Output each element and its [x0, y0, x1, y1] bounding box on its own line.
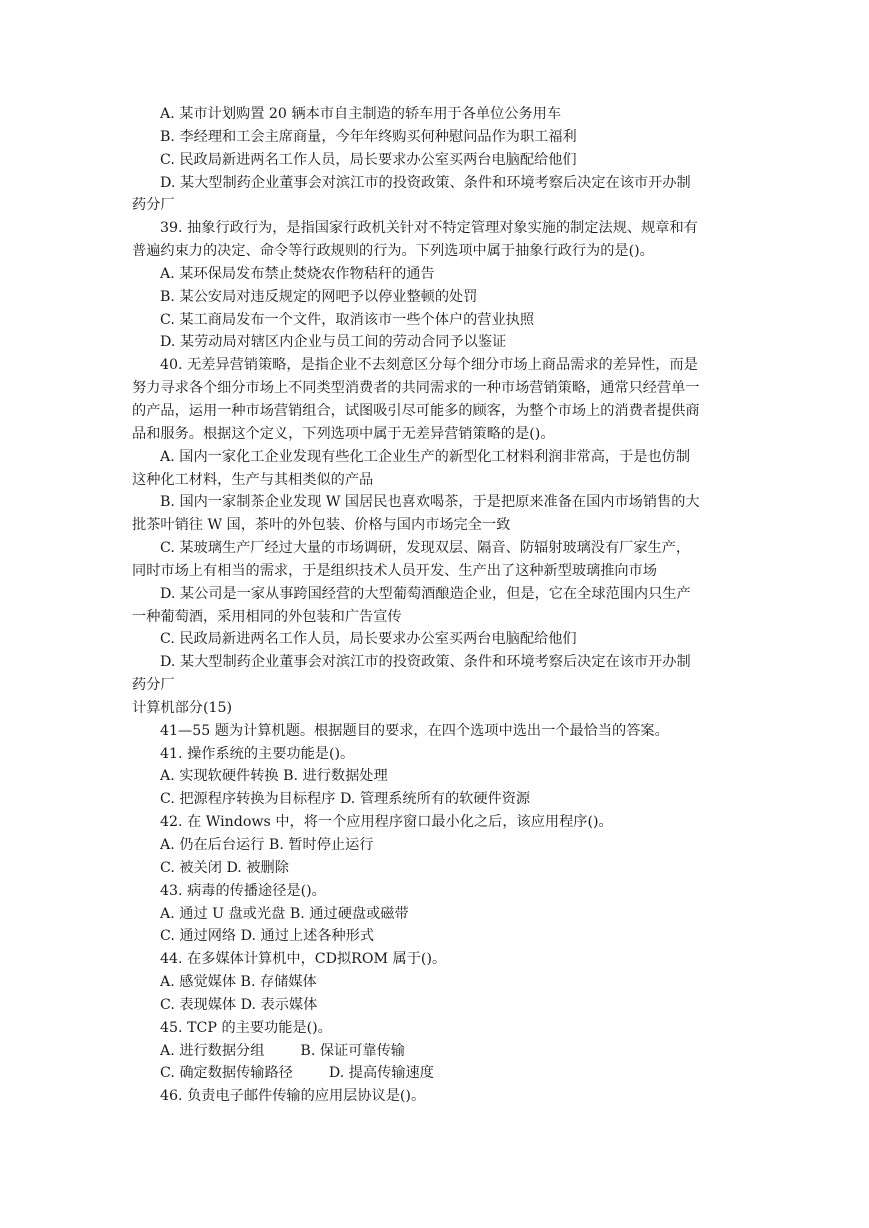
text-line: C. 被关闭 D. 被删除 [160, 859, 289, 876]
text-line: C. 通过网络 D. 通过上述各种形式 [160, 928, 375, 945]
text-line: 普遍约束力的决定、命令等行政规则的行为。下列选项中属于抽象行政行为的是()。 [132, 243, 654, 260]
question-43: 43. 病毒的传播途径是()。 [160, 882, 326, 899]
text-line: A. 感觉媒体 B. 存储媒体 [160, 974, 317, 991]
question-44: 44. 在多媒体计算机中，CD拟ROM 属于()。 [160, 951, 447, 968]
text-line: 这种化工材料，生产与其相类似的产品 [132, 471, 374, 488]
text-line: 的产品，运用一种市场营销组合，试图吸引尽可能多的顾客，为整个市场上的消费者提供商 [132, 402, 700, 419]
text-line: D. 某大型制药企业董事会对滨江市的投资政策、条件和环境考察后决定在该市开办制 [160, 174, 691, 191]
text-line: C. 某玻璃生产厂经过大量的市场调研，发现双层、隔音、防辐射玻璃没有厂家生产， [160, 540, 691, 557]
option-b: B. 保证可靠传输 [300, 1042, 405, 1059]
text-line: 一种葡萄酒，采用相同的外包装和广告宣传 [132, 608, 402, 625]
text-line: A. 通过 U 盘或光盘 B. 通过硬盘或磁带 [160, 905, 409, 922]
text-line: A. 某环保局发布禁止焚烧农作物秸秆的通告 [160, 265, 435, 282]
text-line: D. 某大型制药企业董事会对滨江市的投资政策、条件和环境考察后决定在该市开办制 [160, 654, 691, 671]
question-41: 41. 操作系统的主要功能是()。 [160, 745, 355, 762]
text-line: B. 国内一家制茶企业发现 W 国居民也喜欢喝茶，于是把原来准备在国内市场销售的大 [160, 494, 700, 511]
text-line: B. 李经理和工会主席商量，今年年终购买何种慰问品作为职工福利 [160, 128, 577, 145]
text-line: D. 某公司是一家从事跨国经营的大型葡萄酒酿造企业，但是，它在全球范围内只生产 [160, 585, 691, 602]
document-body [132, 103, 744, 1108]
text-line: A. 国内一家化工企业发现有些化工企业生产的新型化工材料利润非常高，于是也仿制 [160, 448, 691, 465]
option-c: C. 确定数据传输路径 [160, 1065, 293, 1082]
question-45: 45. TCP 的主要功能是()。 [160, 1019, 332, 1036]
option-a: A. 进行数据分组 [160, 1042, 265, 1059]
text-line: 品和服务。根据这个定义，下列选项中属于无差异营销策略的是()。 [132, 425, 555, 442]
text-line: 批茶叶销往 W 国，茶叶的外包装、价格与国内市场完全一致 [132, 517, 511, 534]
text-line: D. 某劳动局对辖区内企业与员工间的劳动合同予以鉴证 [160, 334, 507, 351]
text-line: 努力寻求各个细分市场上不同类型消费者的共同需求的一种市场营销策略，通常只经营单一 [132, 380, 700, 397]
text-line: C. 某工商局发布一个文件，取消该市一些个体户的营业执照 [160, 311, 535, 328]
text-line: C. 民政局新进两名工作人员，局长要求办公室买两台电脑配给他们 [160, 151, 577, 168]
option-d: D. 提高传输速度 [328, 1065, 434, 1082]
text-line: C. 把源程序转换为目标程序 D. 管理系统所有的软硬件资源 [160, 791, 531, 808]
text-line: 药分厂 [132, 197, 175, 214]
question-39: 39. 抽象行政行为，是指国家行政机关针对不特定管理对象实施的制定法规、规章和有 [160, 220, 698, 237]
text-line: 药分厂 [132, 677, 175, 694]
text-line [132, 1040, 744, 1063]
text-line: A. 实现软硬件转换 B. 进行数据处理 [160, 768, 388, 785]
section-heading: 计算机部分(15) [132, 699, 233, 716]
question-40: 40. 无差异营销策略，是指企业不去刻意区分每个细分市场上商品需求的差异性，而是 [160, 357, 698, 374]
text-line: C. 民政局新进两名工作人员，局长要求办公室买两台电脑配给他们 [160, 631, 577, 648]
text-line [132, 1062, 744, 1085]
question-46: 46. 负责电子邮件传输的应用层协议是()。 [160, 1088, 426, 1105]
question-42: 42. 在 Windows 中，将一个应用程序窗口最小化之后，该应用程序()。 [160, 814, 613, 831]
text-line: A. 仍在后台运行 B. 暂时停止运行 [160, 837, 374, 853]
text-line: A. 某市计划购置 20 辆本市自主制造的轿车用于各单位公务用车 [160, 106, 562, 122]
text-line: B. 某公安局对违反规定的网吧予以停业整顿的处罚 [160, 288, 478, 305]
text-line: 同时市场上有相当的需求，于是组织技术人员开发、生产出了这种新型玻璃推向市场 [132, 562, 657, 579]
section-instructions: 41—55 题为计算机题。根据题目的要求，在四个选项中选出一个最恰当的答案。 [160, 722, 669, 739]
text-line: C. 表现媒体 D. 表示媒体 [160, 996, 318, 1013]
